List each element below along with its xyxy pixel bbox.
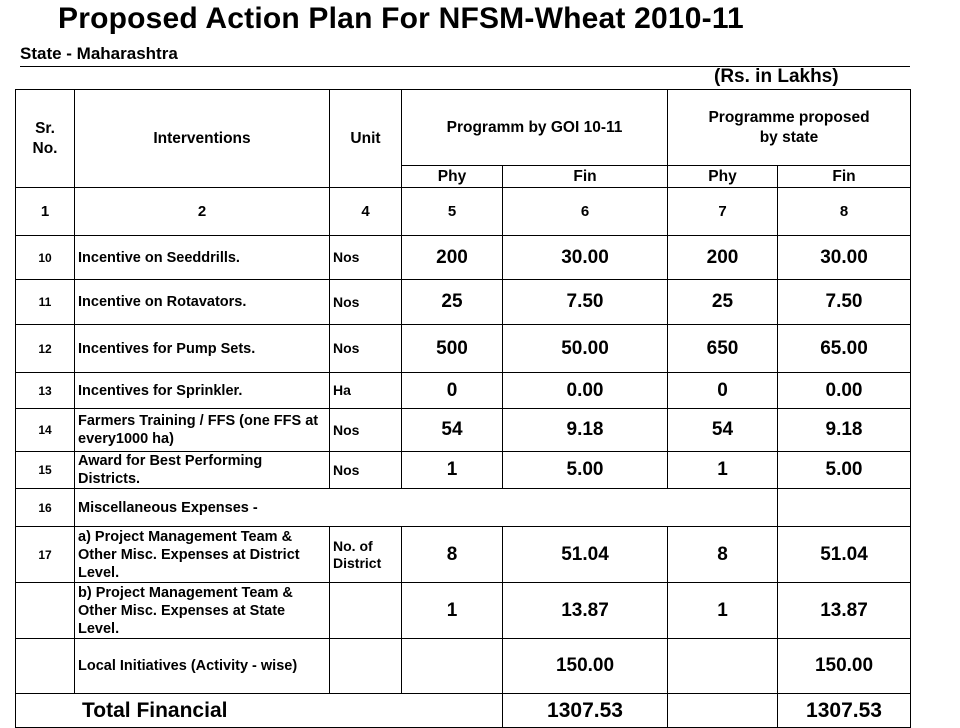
table-row: [16, 527, 911, 583]
goi-phy-cell: 200: [402, 236, 503, 280]
goi-fin-cell: 30.00: [503, 236, 668, 280]
intervention-cell: Incentives for Sprinkler.: [75, 373, 330, 409]
goi-fin-cell: 7.50: [503, 280, 668, 325]
total-state-phy: [668, 694, 778, 728]
state-fin-cell: 13.87: [778, 583, 911, 639]
goi-phy-cell: 500: [402, 325, 503, 373]
goi-phy-cell: [402, 639, 503, 694]
sr-cell: [16, 583, 75, 639]
table-row: [16, 373, 911, 409]
table-row: [16, 583, 911, 639]
goi-fin-cell: 0.00: [503, 373, 668, 409]
column-number: 2: [75, 188, 330, 236]
table-row: [16, 280, 911, 325]
goi-phy-cell: 8: [402, 527, 503, 583]
header-goi-phy: Phy: [402, 166, 503, 188]
state-fin-cell: 5.00: [778, 452, 911, 489]
table-row: [16, 489, 911, 527]
goi-phy-cell: 0: [402, 373, 503, 409]
goi-phy-cell: 1: [402, 452, 503, 489]
goi-phy-cell: 54: [402, 409, 503, 452]
column-number: 7: [668, 188, 778, 236]
state-phy-cell: 200: [668, 236, 778, 280]
intervention-cell: Award for Best Performing Districts.: [75, 452, 330, 489]
unit-cell: [330, 583, 402, 639]
sr-cell: 17: [16, 527, 75, 583]
state-fin-cell: 30.00: [778, 236, 911, 280]
state-fin-cell: 65.00: [778, 325, 911, 373]
column-number-row: [16, 188, 911, 236]
column-number: 1: [16, 188, 75, 236]
column-number: 4: [330, 188, 402, 236]
sr-cell: 12: [16, 325, 75, 373]
sr-cell: [16, 639, 75, 694]
header-unit: Unit: [330, 90, 402, 188]
table-row: [16, 409, 911, 452]
sr-cell: 16: [16, 489, 75, 527]
unit-cell: [330, 639, 402, 694]
intervention-cell: Incentive on Seeddrills.: [75, 236, 330, 280]
state-phy-cell: 25: [668, 280, 778, 325]
goi-fin-cell: 150.00: [503, 639, 668, 694]
page-title: Proposed Action Plan For NFSM-Wheat 2010-11: [58, 2, 744, 35]
goi-fin-cell: 5.00: [503, 452, 668, 489]
table-row: [16, 639, 911, 694]
sr-cell: 11: [16, 280, 75, 325]
sr-cell: 13: [16, 373, 75, 409]
state-fin-cell: 7.50: [778, 280, 911, 325]
column-number: 8: [778, 188, 911, 236]
intervention-cell: Farmers Training / FFS (one FFS at every1000 ha): [75, 409, 330, 452]
total-state-fin: 1307.53: [778, 694, 911, 728]
total-row: [16, 694, 911, 728]
state-phy-cell: 1: [668, 583, 778, 639]
intervention-cell: Incentives for Pump Sets.: [75, 325, 330, 373]
state-phy-cell: 0: [668, 373, 778, 409]
state-phy-cell: 8: [668, 527, 778, 583]
sr-cell: 10: [16, 236, 75, 280]
header-state-fin: Fin: [778, 166, 911, 188]
state-fin-cell: 51.04: [778, 527, 911, 583]
header-goi-programme: Programm by GOI 10-11: [402, 90, 668, 166]
goi-fin-cell: 51.04: [503, 527, 668, 583]
goi-phy-cell: 1: [402, 583, 503, 639]
state-fin-cell: 150.00: [778, 639, 911, 694]
unit-cell: Nos: [330, 280, 402, 325]
header-interventions: Interventions: [75, 90, 330, 188]
unit-cell: Nos: [330, 452, 402, 489]
table-row: [16, 236, 911, 280]
state-fin-cell: [778, 489, 911, 527]
table-row: [16, 452, 911, 489]
header-state-programme: Programme proposed by state: [668, 90, 911, 166]
sr-cell: 15: [16, 452, 75, 489]
goi-fin-cell: 13.87: [503, 583, 668, 639]
header-goi-fin: Fin: [503, 166, 668, 188]
header-sr-no: Sr. No.: [16, 90, 75, 188]
unit-cell: Nos: [330, 325, 402, 373]
state-fin-cell: 9.18: [778, 409, 911, 452]
state-phy-cell: 54: [668, 409, 778, 452]
unit-cell: No. of District: [330, 527, 402, 583]
units-note: (Rs. in Lakhs): [714, 66, 839, 87]
goi-fin-cell: 9.18: [503, 409, 668, 452]
total-label: Total Financial: [16, 694, 503, 728]
goi-phy-cell: 25: [402, 280, 503, 325]
intervention-cell: Incentive on Rotavators.: [75, 280, 330, 325]
state-phy-cell: [668, 639, 778, 694]
total-goi-fin: 1307.53: [503, 694, 668, 728]
header-row: [16, 90, 911, 166]
column-number: 6: [503, 188, 668, 236]
state-fin-cell: 0.00: [778, 373, 911, 409]
state-label: State - Maharashtra: [20, 44, 178, 63]
unit-cell: Ha: [330, 373, 402, 409]
unit-cell: Nos: [330, 236, 402, 280]
sr-cell: 14: [16, 409, 75, 452]
header-state-phy: Phy: [668, 166, 778, 188]
state-phy-cell: 650: [668, 325, 778, 373]
action-plan-table: [15, 89, 911, 728]
state-phy-cell: 1: [668, 452, 778, 489]
column-number: 5: [402, 188, 503, 236]
goi-fin-cell: 50.00: [503, 325, 668, 373]
intervention-cell: a) Project Management Team & Other Misc. Expenses at District Level.: [75, 527, 330, 583]
intervention-cell: Local Initiatives (Activity - wise): [75, 639, 330, 694]
intervention-cell: b) Project Management Team & Other Misc. Expenses at State Level.: [75, 583, 330, 639]
unit-cell: Nos: [330, 409, 402, 452]
intervention-cell: Miscellaneous Expenses -: [75, 489, 778, 527]
table-row: [16, 325, 911, 373]
